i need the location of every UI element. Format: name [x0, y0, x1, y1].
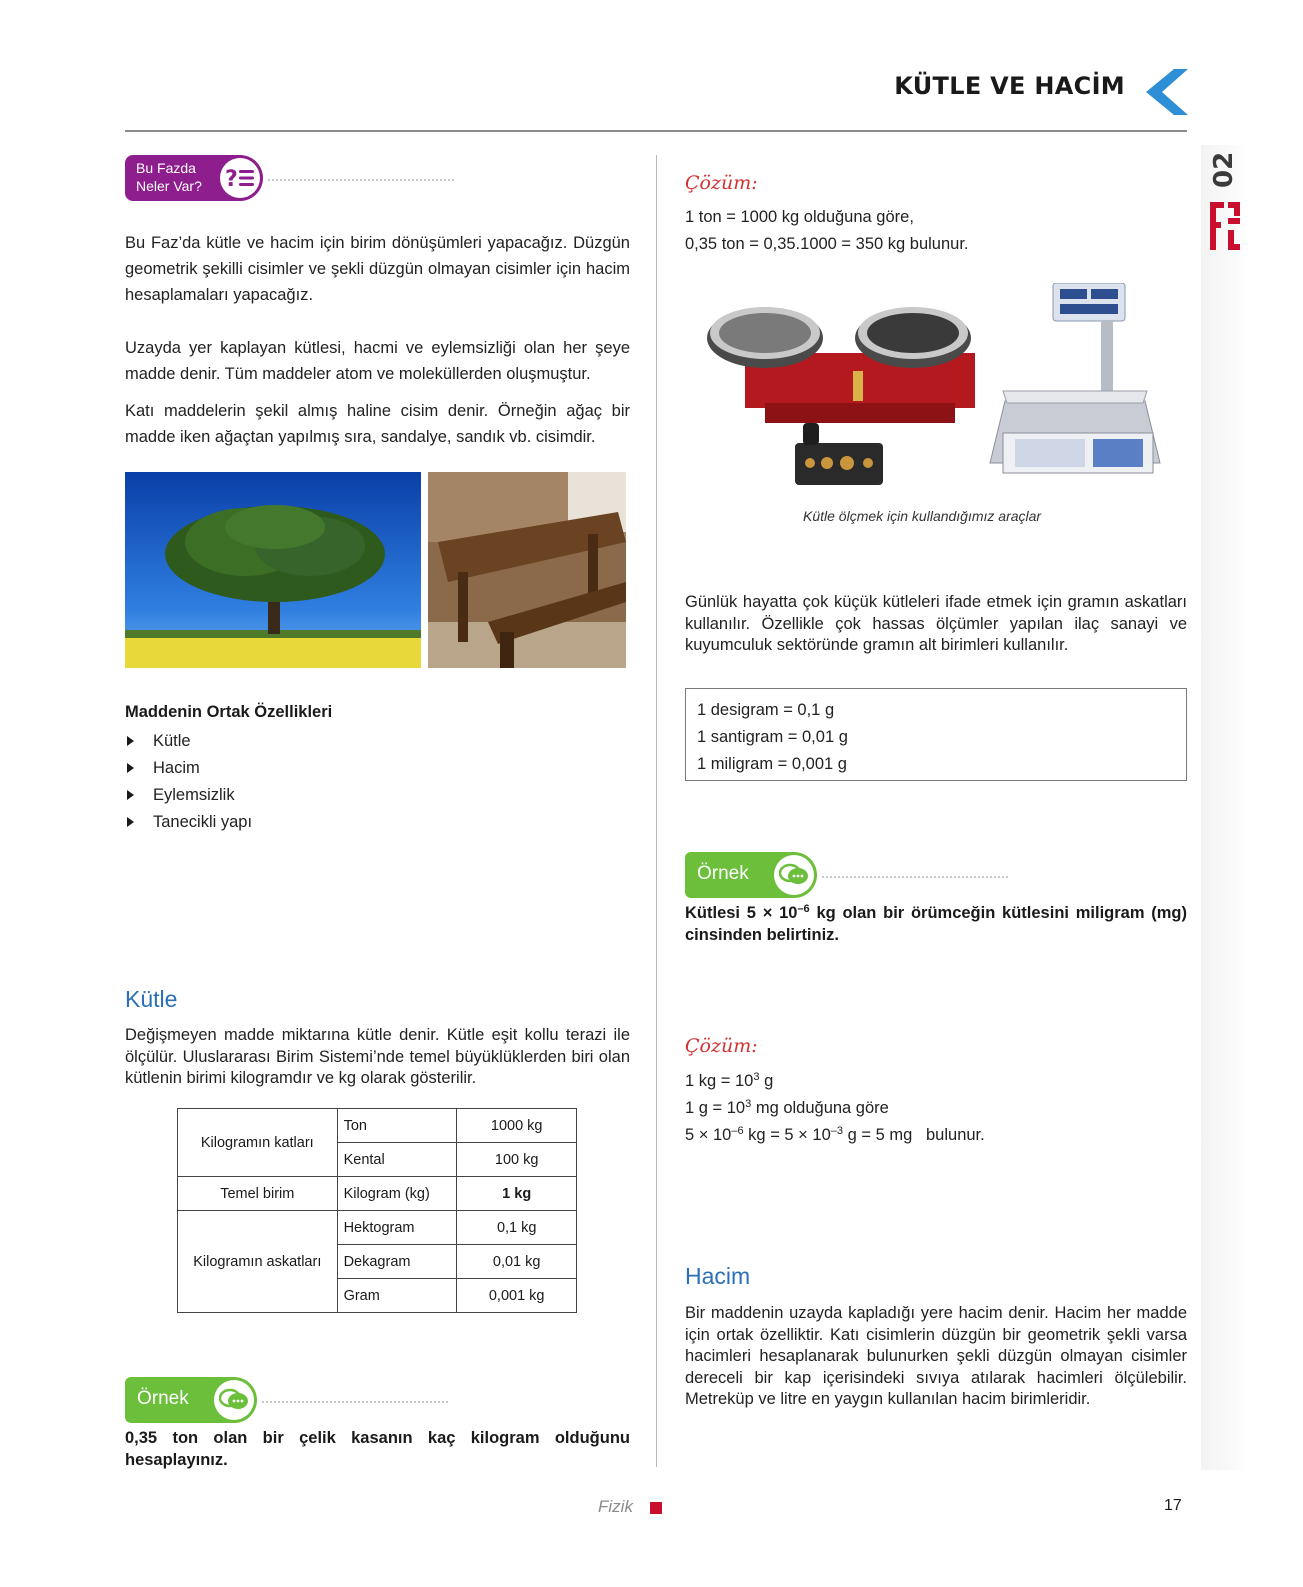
- unit-value-cell: 1 kg: [457, 1177, 577, 1211]
- hacim-paragraph: Bir maddenin uzayda kapladığı yere hacim denir. Hacim her madde için ortak özelliktir. Katı cisimlerin düzgün bir geometrik şekli varsa hacimleri hesaplanarak bulunurken şekli düzgün olmayan cisimler dereceli bir kap içerisindeki sıvıya atılarak hacimleri ölçülebilir. Metreküp ve litre en yaygın kullanılan hacim birimleridir.: [685, 1304, 1187, 1408]
- bullet-triangle-icon: [127, 736, 134, 746]
- ornek-badge: [125, 1377, 257, 1423]
- unit-line: 1 santigram = 0,01 g: [697, 728, 848, 746]
- kutle-paragraph: Değişmeyen madde miktarına kütle denir. Kütle eşit kollu terazi ile ölçülür. Uluslararası Birim Sistemi’nde temel büyüklüklerden biri olan kütlenin birimi kilogramdır ve kg olarak gösterilir.: [125, 1026, 630, 1087]
- side-tab: [1201, 145, 1247, 1470]
- gram-paragraph: Günlük hayatta çok küçük kütleleri ifade etmek için gramın askatları kullanılır. Özellikle çok hassas ölçümler yapılan ilaç sanayi ve kuyumculuk sektöründe gramın alt birimleri kullanılır.: [685, 593, 1187, 654]
- scales-caption: Kütle ölçmek için kullandığımız araçlar: [803, 508, 1042, 524]
- unit-line: 1 desigram = 0,1 g: [697, 701, 835, 719]
- hacim-heading: Hacim: [685, 1263, 751, 1289]
- unit-value-cell: 0,1 kg: [457, 1211, 577, 1245]
- unit-value-cell: 1000 kg: [457, 1109, 577, 1143]
- table-row: [178, 1177, 577, 1211]
- ornek-label: Örnek: [137, 1388, 189, 1409]
- kutle-heading: Kütle: [125, 986, 178, 1012]
- solution1-line2: 0,35 ton = 0,35.1000 = 350 kg bulunur.: [685, 235, 969, 253]
- unit-name-cell: Gram: [337, 1279, 457, 1313]
- list-item: Hacim: [125, 755, 252, 782]
- table-row: [178, 1211, 577, 1245]
- speech-bubbles-icon: [214, 1380, 254, 1420]
- unit-name-cell: Kilogram (kg): [337, 1177, 457, 1211]
- bullet-triangle-icon: [127, 763, 134, 773]
- unit-value-cell: 0,01 kg: [457, 1245, 577, 1279]
- unit-name-cell: Kental: [337, 1143, 457, 1177]
- page-number: 17: [1164, 1497, 1182, 1514]
- properties-title: Maddenin Ortak Özellikleri: [125, 703, 333, 721]
- gram-units-box: [685, 688, 1187, 781]
- unit-value-cell: 100 kg: [457, 1143, 577, 1177]
- group-cell: Kilogramın askatları: [178, 1211, 338, 1313]
- svg-text:?: ?: [225, 167, 238, 192]
- solution2-line2: 1 $g = 10^3$ mg olduğuna göre: [685, 1098, 889, 1117]
- wooden-table-photo: [428, 472, 626, 668]
- group-cell: Temel birim: [178, 1177, 338, 1211]
- properties-list: [125, 728, 252, 836]
- footer-subject: Fizik: [598, 1497, 633, 1516]
- column-divider: [656, 155, 657, 1467]
- dotted-leader: [822, 876, 1008, 878]
- unit-name-cell: Dekagram: [337, 1245, 457, 1279]
- list-item: Tanecikli yapı: [125, 809, 252, 836]
- dotted-leader: [262, 1401, 448, 1403]
- side-tab-number: 02: [1209, 151, 1239, 188]
- unit-value-cell: 0,001 kg: [457, 1279, 577, 1313]
- kilogram-units-table: [177, 1108, 577, 1313]
- footer-square-icon: [650, 1502, 662, 1514]
- bu-fazda-badge: [125, 155, 263, 201]
- list-item: Eylemsizlik: [125, 782, 252, 809]
- tree-photo: [125, 472, 421, 668]
- intro-paragraph: Bu Faz’da kütle ve hacim için birim dönüşümleri yapacağız. Düzgün geometrik şekilli cisimler ve şekli düzgün olmayan cisimler için hacim hesaplamaları yapacağız.: [125, 234, 630, 304]
- solution-label-2: Çözüm:: [685, 1035, 758, 1057]
- cisim-paragraph: Katı maddelerin şekil almış haline cisim denir. Örneğin ağaç bir madde iken ağaçtan yapılmış sıra, sandalye, sandık vb. cisimdir.: [125, 402, 630, 446]
- question-list-icon: [220, 158, 260, 198]
- solution1-line1: 1 ton = 1000 kg olduğuna göre,: [685, 208, 914, 226]
- bu-fazda-label: Bu Fazda Neler Var?: [136, 160, 202, 194]
- unit-line: 1 miligram = 0,001 g: [697, 755, 847, 773]
- bullet-triangle-icon: [127, 817, 134, 827]
- faz-logo: [1208, 200, 1242, 252]
- madde-paragraph: Uzayda yer kaplayan kütlesi, hacmi ve eylemsizliği olan her şeye madde denir. Tüm maddeler atom ve moleküllerden oluşmuştur.: [125, 339, 630, 383]
- page-title: KÜTLE VE HACİM: [894, 72, 1125, 100]
- speech-bubbles-icon: [774, 855, 814, 895]
- dotted-leader: [268, 179, 454, 181]
- unit-name-cell: Ton: [337, 1109, 457, 1143]
- ornek-label: Örnek: [697, 863, 749, 884]
- bullet-triangle-icon: [127, 790, 134, 800]
- weighing-scales-photo: [705, 283, 1165, 501]
- solution2-line3: $5 \times 10^{-6}$ kg = $5 \times 10^{-3}$ g = 5 mg bulunur.: [685, 1125, 985, 1144]
- header-rule: [125, 130, 1187, 132]
- list-item: Kütle: [125, 728, 252, 755]
- solution2-line1: 1 kg = $10^3$ g: [685, 1071, 774, 1090]
- group-cell: Kilogramın katları: [178, 1109, 338, 1177]
- chevron-left-icon: [1146, 69, 1188, 115]
- solution-label-1: Çözüm:: [685, 172, 758, 194]
- unit-name-cell: Hektogram: [337, 1211, 457, 1245]
- ornek-badge: [685, 852, 817, 898]
- example-question-1: 0,35 ton olan bir çelik kasanın kaç kilogram olduğunu hesaplayınız.: [125, 1429, 630, 1469]
- example-question-2: Kütlesi $5 \times 10^{-6}$ kg olan bir örümceğin kütlesini miligram (mg) cinsinden belirtiniz.: [685, 903, 1187, 944]
- table-row: [178, 1109, 577, 1143]
